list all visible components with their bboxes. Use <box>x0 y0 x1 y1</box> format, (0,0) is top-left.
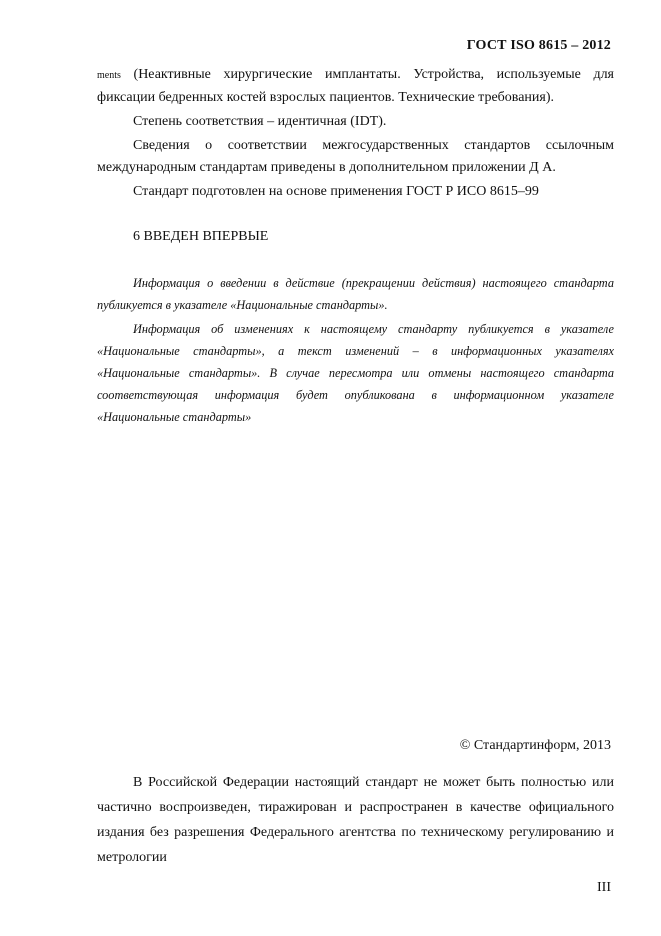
notice-block <box>97 272 614 428</box>
degree-paragraph: Степень соответствия – идентичная (IDT). <box>133 114 387 129</box>
rf-notice-paragraph <box>97 770 614 870</box>
intro-continuation-text: (Неактивные хирургические имплантаты. Устройства, используемые для фиксации бедренных костей взрослых пациентов. Технические требования). <box>97 67 614 105</box>
document-header: ГОСТ ISO 8615 – 2012 <box>466 38 611 53</box>
refs-paragraph: Сведения о соответствии межгосударственных стандартов ссылочным международным стандартам приведены в дополнительном приложении Д А. <box>97 138 614 175</box>
page-number: III <box>597 880 611 895</box>
copyright-line: © Стандартинформ, 2013 <box>459 738 611 753</box>
notice-paragraph-1: Информация о введении в действие (прекращении действия) настоящего стандарта публикуется в указателе «Национальные стандарты». <box>97 276 614 312</box>
rf-notice-text: В Российской Федерации настоящий стандарт не может быть полностью или частично воспроизведен, тиражирован и распространен в качестве официального издания без разрешения Федерального агентства по техническому регулированию и метрологии <box>97 775 614 865</box>
intro-continuation <box>97 64 614 109</box>
intro-small-word: ments <box>97 70 121 81</box>
intro-block <box>97 64 614 203</box>
prepared-paragraph: Стандарт подготовлен на основе применения ГОСТ Р ИСО 8615–99 <box>133 184 539 199</box>
notice-paragraph-2: Информация об изменениях к настоящему стандарту публикуется в указателе «Национальные стандарты», а текст изменений – в информационных указателях «Национальные стандарты». В случае пересмотра или отмены настоящего стандарта соответствующая информация будет опубликована в информационном указателе «Национальные стандарты» <box>97 322 614 424</box>
section-6-title: 6 ВВЕДЕН ВПЕРВЫЕ <box>133 229 269 244</box>
